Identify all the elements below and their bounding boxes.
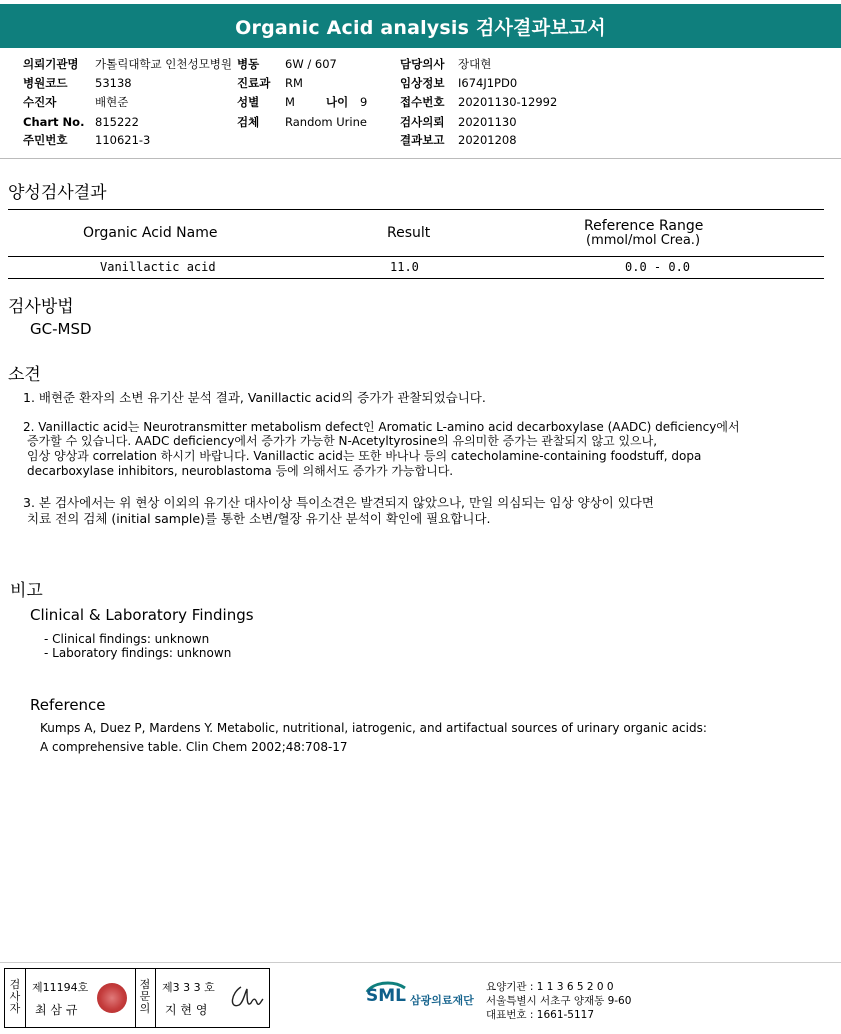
- info-label: 병동: [237, 57, 260, 71]
- col-header-result: Result: [387, 225, 431, 241]
- signature-box: [4, 968, 270, 1028]
- table-header-border: [8, 256, 824, 257]
- divider: [0, 158, 841, 159]
- report-title: Organic Acid analysis 검사결과보고서: [235, 16, 606, 39]
- logo-org: 삼광의료재단: [410, 994, 474, 1007]
- table-top-border: [8, 209, 824, 210]
- info-label: 성별: [237, 95, 260, 109]
- info-value: RM: [285, 76, 303, 90]
- info-label: 담당의사: [400, 57, 445, 71]
- method-value: GC-MSD: [30, 320, 92, 338]
- info-row: 병원코드: [23, 76, 68, 90]
- reference-line-1: Kumps A, Duez P, Mardens Y. Metabolic, nutritional, iatrogenic, and artifactual sources of urinary organic acids:: [40, 721, 707, 735]
- info-label: 검사의뢰: [400, 115, 445, 129]
- info-label: 나이: [326, 95, 349, 109]
- info-row: 의뢰기관명: [23, 57, 79, 71]
- acid-reference: 0.0 - 0.0: [625, 260, 691, 274]
- specialist-license: 제3 3 3 호: [162, 981, 215, 994]
- method-heading: 검사방법: [8, 297, 74, 317]
- findings-clinical: - Clinical findings: unknown: [44, 632, 210, 646]
- opinion-heading: 소견: [8, 365, 41, 385]
- info-label: 검체: [237, 115, 260, 129]
- col-header-ref: Reference Range: [584, 218, 704, 234]
- results-heading: 양성검사결과: [8, 183, 107, 203]
- label-specialist: 점 문 의: [139, 978, 151, 1015]
- info-row: Chart No.: [23, 115, 85, 129]
- findings-title: Clinical & Laboratory Findings: [30, 606, 254, 624]
- info-value: 20201130-12992: [458, 95, 558, 109]
- specialist-name: 지 현 영: [165, 1003, 208, 1017]
- table-bottom-border: [8, 278, 824, 279]
- seal-stamp-icon: [97, 983, 127, 1013]
- col-header-ref-unit: (mmol/mol Crea.): [586, 233, 701, 248]
- info-row: 수진자: [23, 95, 57, 109]
- col-header-name: Organic Acid Name: [83, 225, 218, 241]
- info-value: 20201130: [458, 115, 517, 129]
- logo-text: SML: [366, 986, 406, 1006]
- reference-title: Reference: [30, 696, 106, 714]
- remarks-heading: 비고: [10, 581, 43, 601]
- info-value: 815222: [95, 115, 139, 129]
- info-value: 20201208: [458, 133, 517, 147]
- info-label: 접수번호: [400, 95, 445, 109]
- phone-number: 대표번호 : 1661-5117: [486, 1009, 595, 1021]
- info-value: 장대현: [458, 57, 492, 71]
- info-value: 9: [360, 95, 368, 109]
- info-value: 6W / 607: [285, 57, 337, 71]
- footer-divider: [0, 962, 841, 963]
- signature-icon: [227, 983, 265, 1013]
- info-value: 53138: [95, 76, 132, 90]
- reference-line-2: A comprehensive table. Clin Chem 2002;48:708-17: [40, 740, 348, 754]
- info-label: 임상정보: [400, 76, 445, 90]
- info-value: Random Urine: [285, 115, 367, 129]
- institution-code: 요양기관 : 1 1 3 6 5 2 0 0: [486, 981, 614, 993]
- acid-result: 11.0: [390, 260, 419, 274]
- info-label: 진료과: [237, 76, 271, 90]
- label-examiner: 검 사 자: [9, 978, 21, 1015]
- info-row: 주민번호: [23, 133, 68, 147]
- info-value: M: [285, 95, 295, 109]
- info-value: 110621-3: [95, 133, 151, 147]
- address: 서울특별시 서초구 양재동 9-60: [486, 995, 632, 1007]
- info-value: 배현준: [95, 95, 129, 109]
- examiner-name: 최 삼 규: [35, 1003, 78, 1017]
- info-value: I674J1PD0: [458, 76, 518, 90]
- acid-name: Vanillactic acid: [100, 260, 216, 274]
- examiner-license: 제11194호: [32, 981, 89, 994]
- opinion-paragraph-1: 1. 배현준 환자의 소변 유기산 분석 결과, Vanillactic acid의 증가가 관찰되었습니다.: [23, 390, 486, 405]
- report-title-banner: [0, 4, 841, 48]
- info-value: 가톨릭대학교 인천성모병원: [95, 57, 232, 71]
- findings-laboratory: - Laboratory findings: unknown: [44, 646, 232, 660]
- info-label: 결과보고: [400, 133, 445, 147]
